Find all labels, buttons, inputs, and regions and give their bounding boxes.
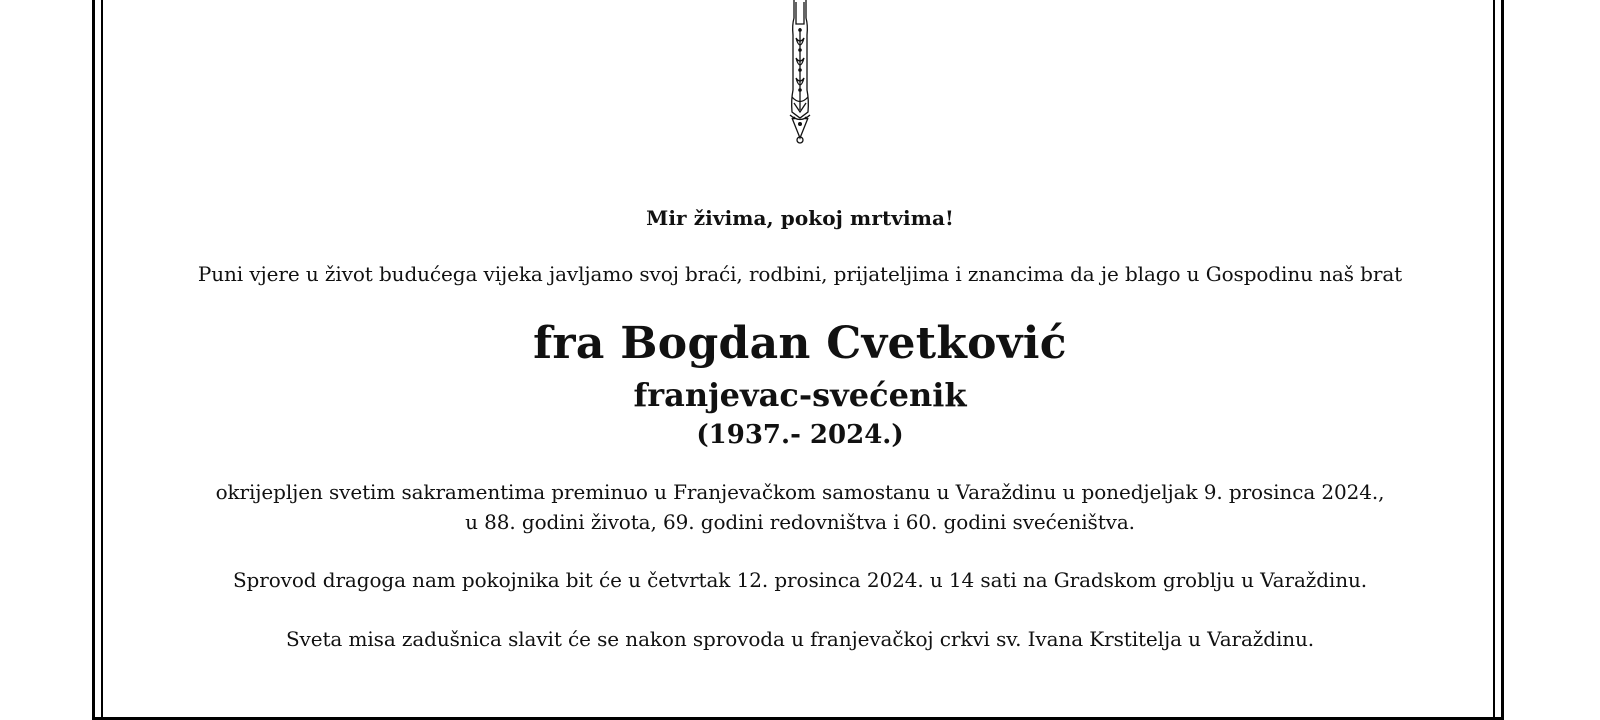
intro-text: Puni vjere u život budućega vijeka javljamo svoj braći, rodbini, prijateljima i znancima da je blago u Gospodinu naš brat (197, 262, 1403, 286)
ornate-cross-icon (776, 0, 824, 145)
deceased-name: fra Bogdan Cvetković (533, 318, 1067, 369)
deceased-role: franjevac-svećenik (633, 376, 967, 414)
motto-heading: Mir živima, pokoj mrtvima! (646, 206, 954, 230)
mass-announcement: Sveta misa zadušnica slavit će se nakon sprovoda u franjevačkoj crkvi sv. Ivana Krstitelja u Varaždinu. (285, 627, 1315, 651)
funeral-announcement: Sprovod dragoga nam pokojnika bit će u četvrtak 12. prosinca 2024. u 14 sati na Gradskom groblju u Varaždinu. (232, 568, 1368, 592)
death-details-line-1: okrijepljen svetim sakramentima preminuo u Franjevačkom samostanu u Varaždinu u ponedjeljak 9. prosinca 2024., (215, 480, 1385, 504)
life-years: (1937.- 2024.) (696, 420, 904, 450)
death-details-line-2: u 88. godini života, 69. godini redovništva i 60. godini svećeništva. (465, 510, 1135, 534)
